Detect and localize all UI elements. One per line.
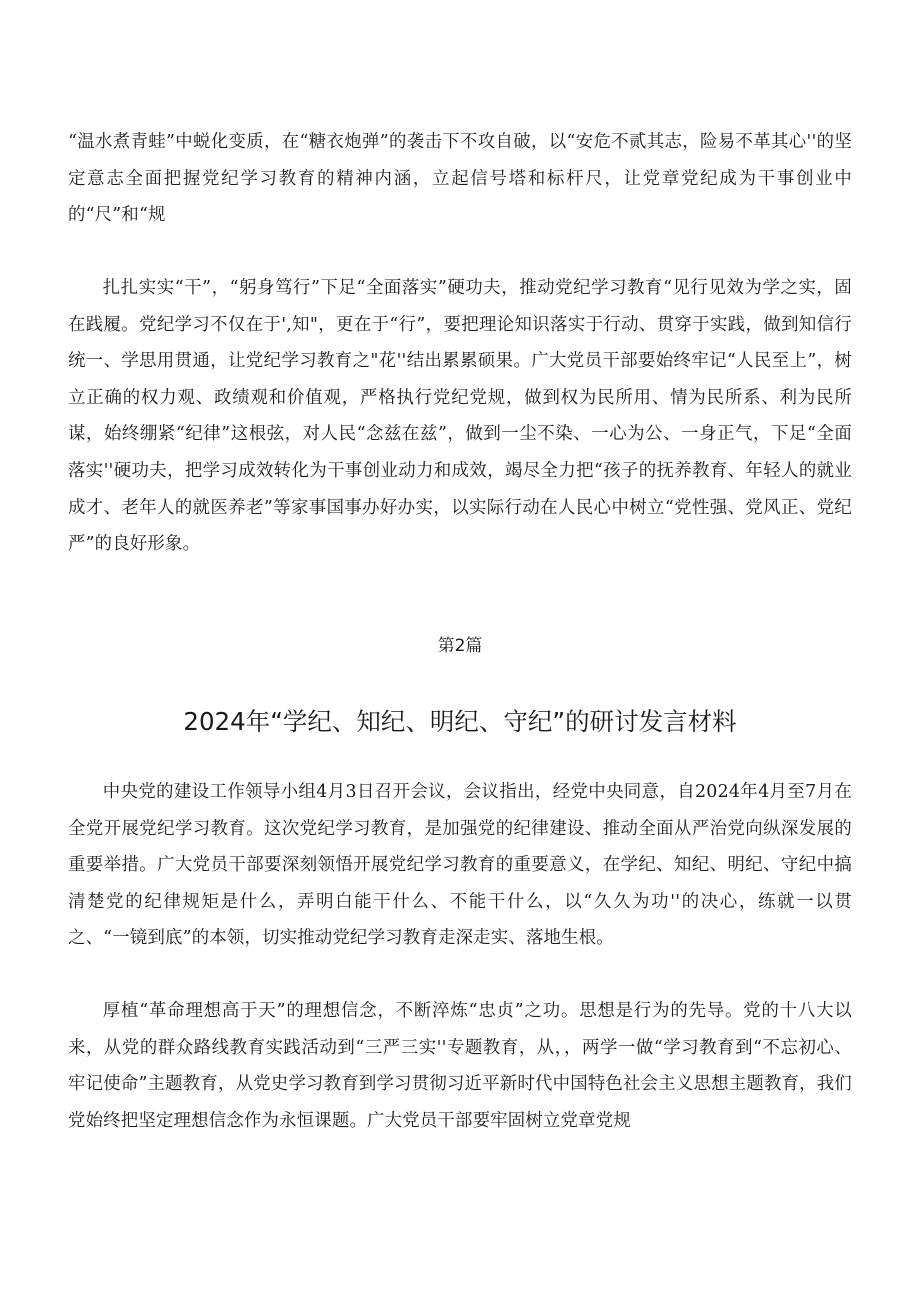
section-label: 第2篇 <box>437 636 483 656</box>
paragraph-intro: 中央党的建设工作领导小组4月3日召开会议，会议指出，经党中央同意，自2024年4月至7月在全党开展党纪学习教育。这次党纪学习教育，是加强党的纪律建设、推动全面从严治党向纵深发展的重要举措。广大党员干部要深刻领悟开展党纪学习教育的重要意义，在学纪、知纪、明纪、守纪中搞清楚党的纪律规矩是什么，弄明白能干什么、不能干什么，以“久久为功''的决心，练就一以贯之、“一镜到底”的本领，切实推动党纪学习教育走深走实、落地生根。 <box>68 782 852 949</box>
paragraph-continued: “温水煮青蛙”中蜕化变质，在“糖衣炮弹”的袭击下不攻自破，以“安危不贰其志，险易不革其心''的坚定意志全面把握党纪学习教育的精神内涵，立起信号塔和标杆尺，让党章党纪成为干事创业中的“尺”和“规 <box>68 132 852 226</box>
paragraph-ideals: 厚植“革命理想高于天”的理想信念，不断淬炼“忠贞”之功。思想是行为的先导。党的十八大以来，从党的群众路线教育实践活动到“三严三实''专题教育，从，，两学一做“学习教育到“不忘初心、牢记使命”主题教育，从党史学习教育到学习贯彻习近平新时代中国特色社会主义思想主题教育，我们党始终把坚定理想信念作为永恒课题。广大党员干部要牢固树立党章党规 <box>68 1001 852 1131</box>
paragraph-practice: 扎扎实实“干”，“躬身笃行”下足“全面落实”硬功夫，推动党纪学习教育“见行见效为学之实，固在践履。党纪学习不仅在于',知"，更在于“行”，要把理论知识落实于行动、贯穿于实践，做到知信行统一、学思用贯通，让党纪学习教育之"花''结出累累硕果。广大党员干部要始终牢记“人民至上”，树立正确的权力观、政绩观和价值观，严格执行党纪党规，做到权为民所用、情为民所系、利为民所谋，始终绷紧“纪律”这根弦，对人民“念兹在兹”，做到一尘不染、一心为公、一身正气，下足“全面落实''硬功夫，把学习成效转化为干事创业动力和成效，竭尽全力把“孩子的抚养教育、年轻人的就业成才、老年人的就医养老”等家事国事办好办实，以实际行动在人民心中树立“党性强、党风正、党纪严”的良好形象。 <box>68 278 852 555</box>
article-title: 2024年“学纪、知纪、明纪、守纪”的研讨发言材料 <box>183 707 737 736</box>
